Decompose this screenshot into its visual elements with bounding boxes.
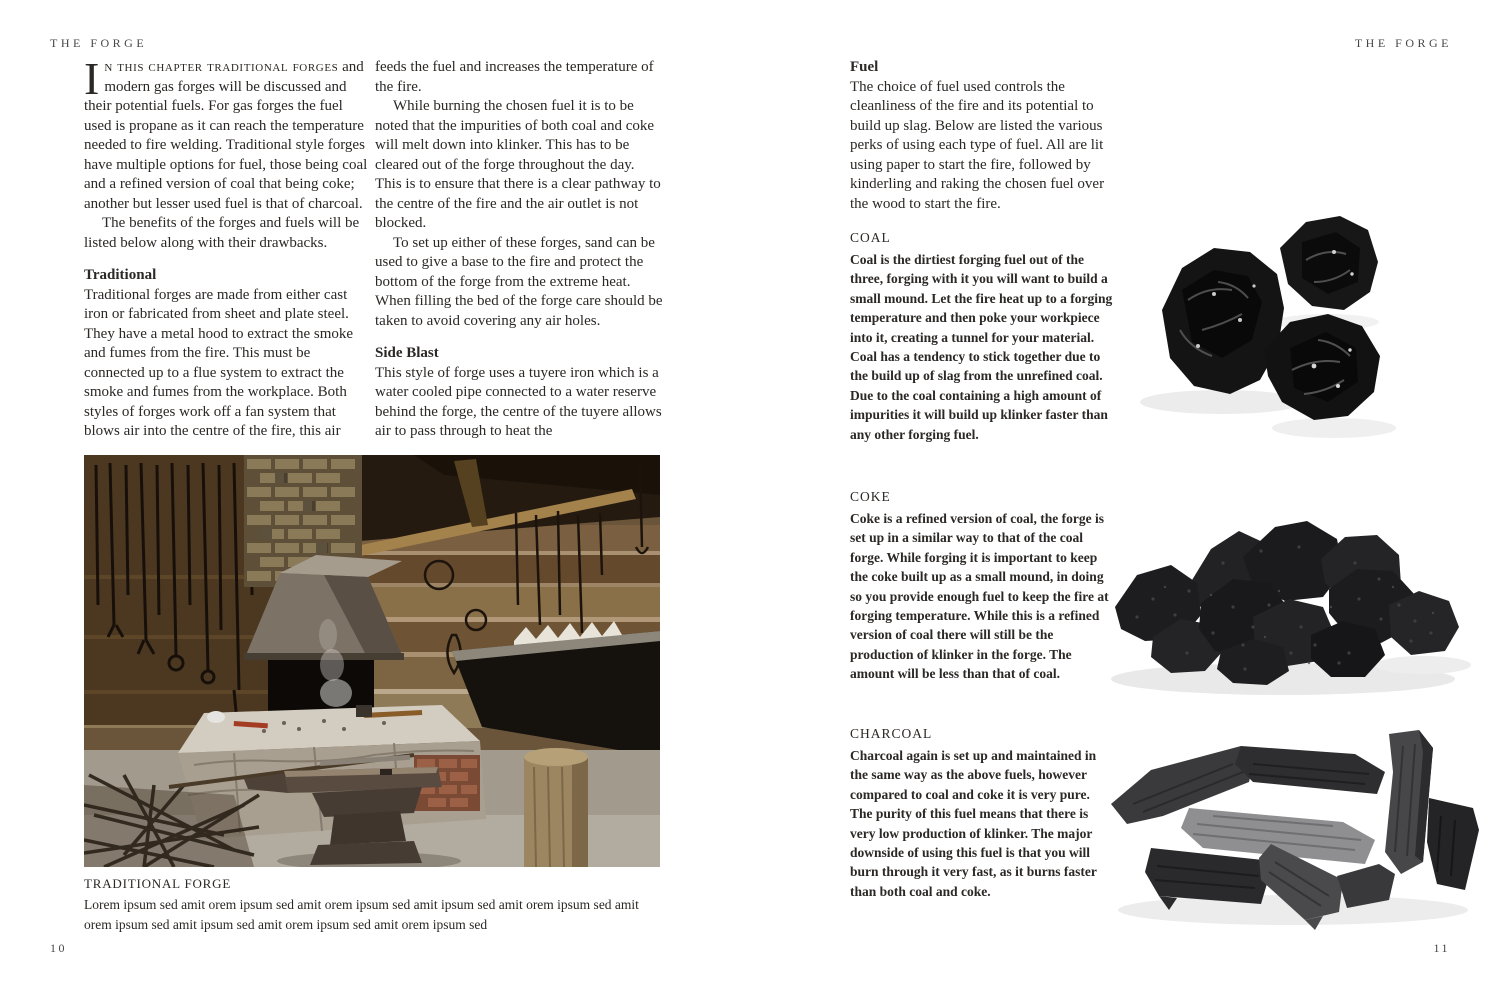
coal-heading: COAL	[850, 230, 891, 245]
charcoal-section	[850, 726, 1110, 901]
charcoal-heading: CHARCOAL	[850, 726, 933, 741]
left-column-2	[375, 58, 663, 442]
charcoal-sticks-photo	[1093, 712, 1490, 939]
coal-body: Coal is the dirtiest forging fuel out of the three, forging with it you will want to build a small mound. Let the fire heat up to a forging temperature and then poke your workpiece into it, creating a tunnel for your material. Coal has a tendency to stick together due to the build up of slag from the unrefined coal. Due to the coal containing a high amount of impurities it will build up klinker faster than any other forging fuel.	[850, 252, 1113, 442]
photo-caption	[84, 876, 659, 935]
col2-paragraph-3: To set up either of these forges, sand can be used to give a base to the fire and protect the bottom of the forge from the extreme heat. When filling the bed of the forge care should be taken to avoid covering any air holes.	[375, 234, 663, 329]
traditional-body: Traditional forges are made from either cast iron or fabricated from sheet and plate steel. They have a metal hood to extract the smoke and fumes from the fire. This must be connected up to a flue system to extract the smoke and fumes from the workplace. Both styles of forges work off a fan system that blows air into the centre of the fire, this air	[84, 286, 354, 439]
intro-smallcaps: n this chapter traditional forges	[104, 59, 339, 75]
page-number-right: 11	[1433, 941, 1450, 955]
fuel-section	[850, 58, 1126, 214]
col2-paragraph-2: While burning the chosen fuel it is to be noted that the impurities of both coal and coke will melt down into klinker. This has to be cleared out of the forge throughout the day. This is to ensure that there is a clear pathway to the centre of the fire and the air outlet is not blocked.	[375, 98, 661, 231]
intro-text: and modern gas forges will be discussed and their potential fuels. For gas forges the fuel used is propane as it can reach the temperature needed to fire welding. Traditional style forges have multiple options for fuel, those being coal and a refined version of coal that being coke; another but lesser used fuel is that of charcoal.	[84, 59, 368, 212]
running-head-right: THE FORGE	[1354, 36, 1452, 50]
caption-title: TRADITIONAL FORGE	[84, 876, 232, 891]
traditional-heading: Traditional	[84, 267, 157, 283]
coke-section	[850, 489, 1110, 684]
traditional-forge-photo	[84, 455, 660, 867]
coal-section	[850, 230, 1116, 444]
coke-pile-photo	[1093, 487, 1485, 705]
fuel-body: The choice of fuel used controls the cleanliness of the fire and its potential to build up slag. Below are listed the various perks of using each type of fuel. All are lit using paper to start the fire, followed by kinderling and raking the chosen fuel over the wood to start the fire.	[850, 78, 1105, 212]
caption-body: Lorem ipsum sed amit orem ipsum sed amit orem ipsum sed amit ipsum sed amit orem ipsum sed amit orem ipsum sed amit ipsum sed amit orem ipsum sed amit orem ipsum sed	[84, 897, 639, 932]
coke-body: Coke is a refined version of coal, the forge is set up in a similar way to that of the coal forge. While forging it is important to keep the coke built up as a small mound, in doing so you provide enough fuel to keep the fire at forging temperature. While this is a refined version of coal there will still be the production of klinker in the forge. The amount will be less than that of coal.	[850, 511, 1109, 682]
coke-heading: COKE	[850, 489, 891, 504]
intro-paragraph	[84, 53, 372, 214]
side-blast-heading: Side Blast	[375, 345, 439, 361]
running-head-left: THE FORGE	[50, 36, 148, 50]
intro-paragraph-2: The benefits of the forges and fuels will be listed below along with their drawbacks.	[84, 215, 360, 251]
col2-paragraph-1: feeds the fuel and increases the temperature of the fire.	[375, 59, 654, 95]
coal-lumps-photo	[1122, 190, 1407, 442]
side-blast-body: This style of forge uses a tuyere iron which is a water cooled pipe connected to a water reserve behind the forge, the centre of the tuyere allows air to pass through to heat the	[375, 364, 662, 439]
page-number-left: 10	[50, 941, 67, 955]
wood-stump	[524, 748, 588, 867]
fuel-heading: Fuel	[850, 59, 879, 75]
charcoal-body: Charcoal again is set up and maintained in the same way as the above fuels, however compared to coal and coke it is very pure. The purity of this fuel means that there is very low production of klinker. The major downside of using this fuel is that you will burn through it very fast, as it burns faster than both coal and coke.	[850, 748, 1097, 899]
left-column-1	[84, 53, 372, 442]
drop-cap: I	[84, 53, 100, 104]
